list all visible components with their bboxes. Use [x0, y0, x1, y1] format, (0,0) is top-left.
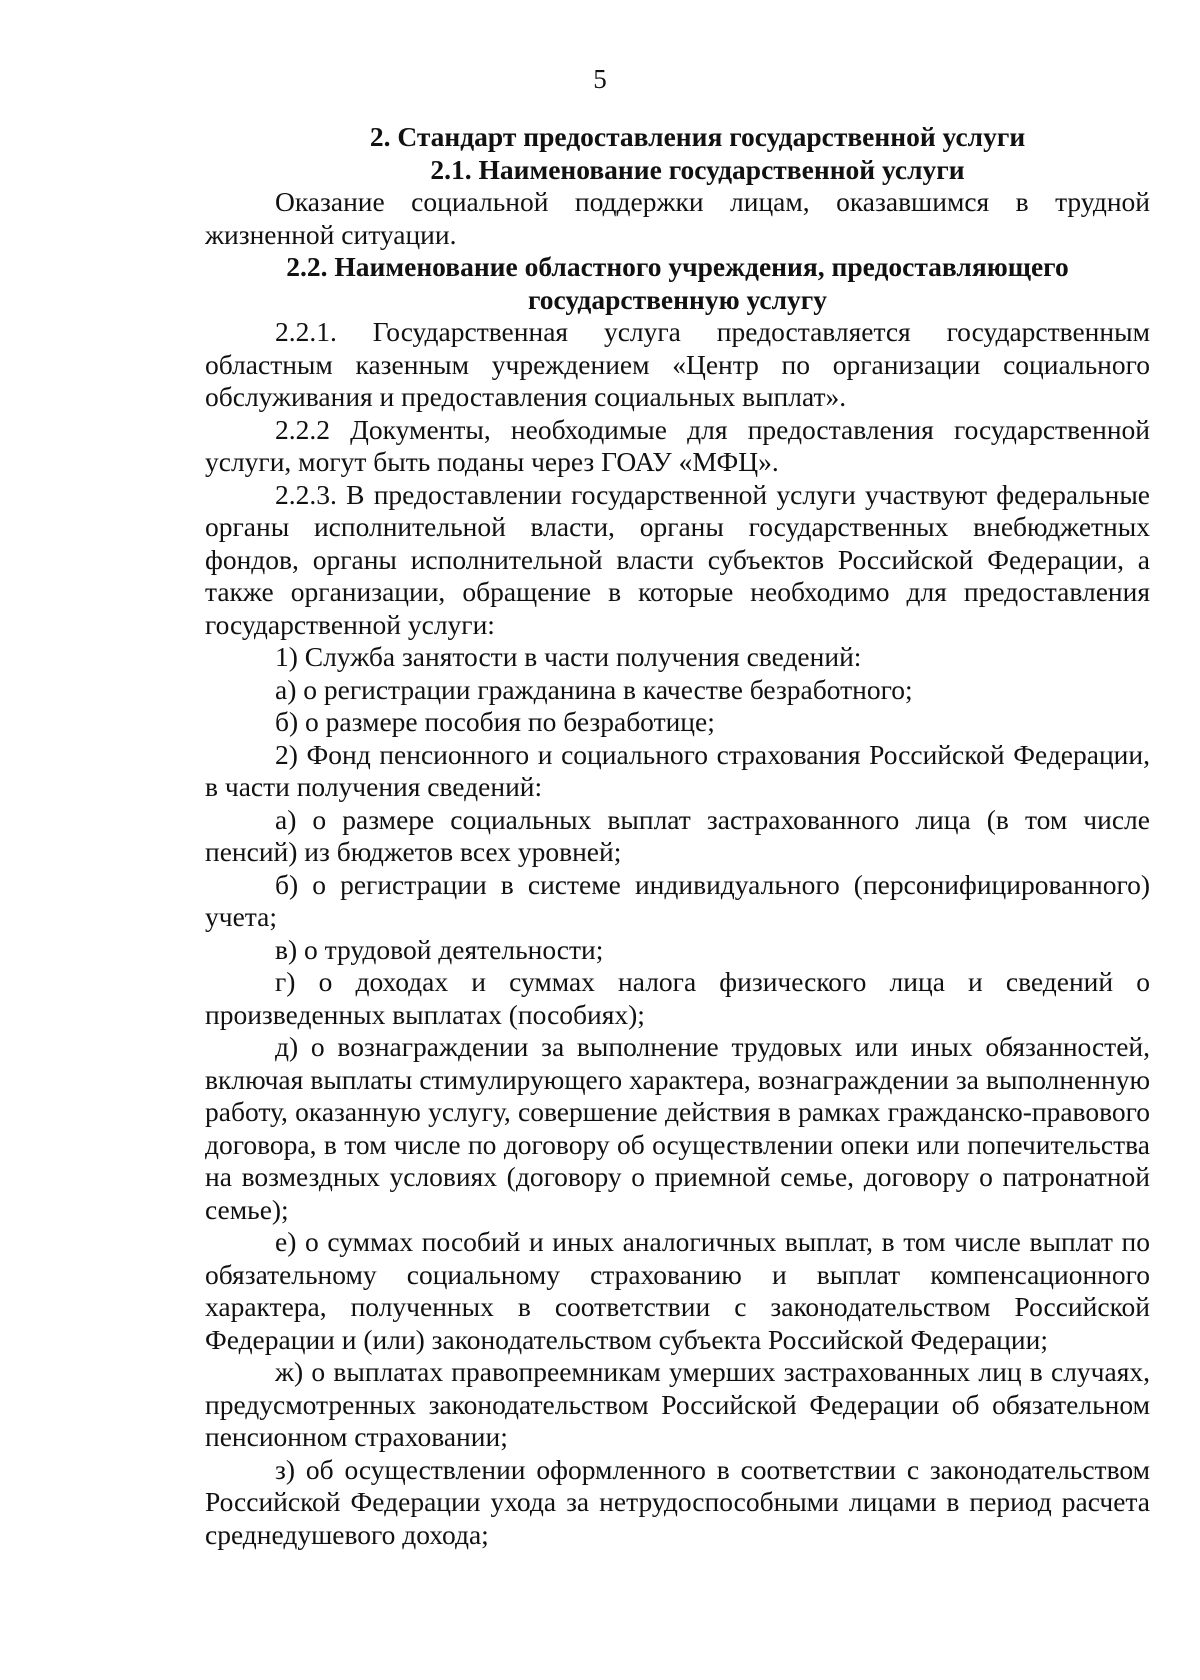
- list-item-2-e: е) о суммах пособий и иных аналогичных выплат, в том числе выплат по обязательному социальному страхованию и выплат компенсационного характера, полученных в соответствии с законодательством Российской Федерации и (или) законодательством субъекта Российской Федерации;: [205, 1226, 1150, 1355]
- paragraph-2-2-1: 2.2.1. Государственная услуга предоставляется государственным областным казенным учреждением «Центр по организации социального обслуживания и предоставления социальных выплат».: [205, 316, 1150, 412]
- list-item-1: 1) Служба занятости в части получения сведений:: [275, 641, 862, 672]
- list-item-2-d: д) о вознаграждении за выполнение трудовых или иных обязанностей, включая выплаты стимулирующего характера, вознаграждении за выполненную работу, оказанную услугу, совершение действия в рамках гражданско-правового договора, в том числе по договору об осуществлении опеки или попечительства на возмездных условиях (договору о приемной семье, договору о патронатной семье);: [205, 1031, 1150, 1225]
- section-2-1-heading: 2.1. Наименование государственной услуги: [430, 153, 965, 185]
- document-body: [205, 121, 1150, 1551]
- list-item-2-v: в) о трудовой деятельности;: [275, 933, 604, 965]
- list-item-2-z: з) об осуществлении оформленного в соответствии с законодательством Российской Федерации ухода за нетрудоспособными лицами в период расчета среднедушевого дохода;: [205, 1453, 1150, 1550]
- page-number: 5: [593, 64, 607, 94]
- paragraph-2-2-2: 2.2.2 Документы, необходимые для предоставления государственной услуги, могут быть поданы через ГОАУ «МФЦ».: [205, 413, 1150, 477]
- list-item-2-b: б) о регистрации в системе индивидуального (персонифицированного) учета;: [205, 868, 1150, 932]
- list-item-2-g: г) о доходах и суммах налога физического лица и сведений о произведенных выплатах (пособиях);: [205, 966, 1150, 1030]
- list-item-1-b: б) о размере пособия по безработице;: [275, 706, 715, 737]
- list-item-2: 2) Фонд пенсионного и социального страхования Российской Федерации, в части получения сведений:: [205, 738, 1150, 802]
- section-2-heading: 2. Стандарт предоставления государственной услуги: [369, 121, 1026, 152]
- list-item-2-zh: ж) о выплатах правопреемникам умерших застрахованных лиц в случаях, предусмотренных законодательством Российской Федерации об обязательном пенсионном страховании;: [205, 1356, 1150, 1452]
- section-2-2-heading: 2.2. Наименование областного учреждения, предоставляющего государственную услугу: [286, 251, 1069, 315]
- paragraph-2-1-text: Оказание социальной поддержки лицам, оказавшимся в трудной жизненной ситуации.: [205, 186, 1150, 250]
- paragraph-2-2-3: 2.2.3. В предоставлении государственной услуги участвуют федеральные органы исполнительной власти, органы государственных внебюджетных фондов, органы исполнительной власти субъектов Российской Федерации, а также организации, обращение в которые необходимо для предоставления государственной услуги:: [205, 478, 1150, 640]
- list-item-2-a: а) о размере социальных выплат застрахованного лица (в том числе пенсий) из бюджетов всех уровней;: [205, 803, 1150, 867]
- list-item-1-a: а) о регистрации гражданина в качестве безработного;: [275, 673, 913, 705]
